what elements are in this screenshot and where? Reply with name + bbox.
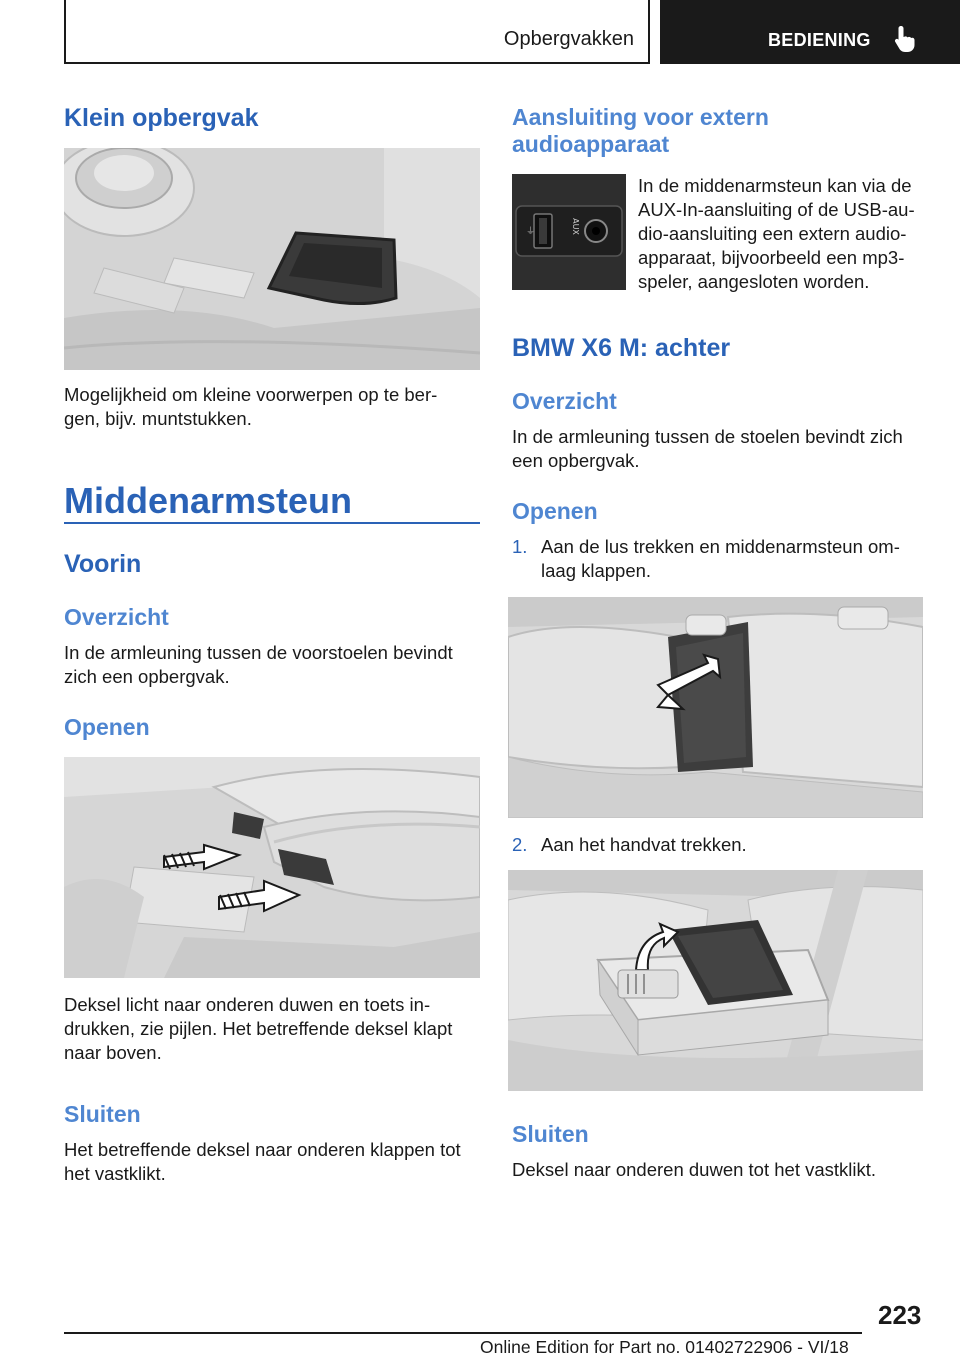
klein-text-line-2: gen, bijv. muntstukken.: [64, 408, 252, 429]
klein-text-line-1: Mogelijkheid om kleine voorwerpen op te ber‐: [64, 384, 438, 405]
heading-aux-line-2: audioapparaat: [512, 131, 670, 157]
footer-rule: [64, 1332, 862, 1334]
step-2-line-1: Aan het handvat trekken.: [541, 834, 747, 855]
step-1-line-2: laag klappen.: [541, 560, 652, 581]
sluiten-right-text: Deksel naar onderen duwen tot het vastklikt.: [512, 1159, 877, 1180]
heading-overzicht-left: Overzicht: [64, 604, 169, 630]
sluiten-left-line-1: Het betreffende deksel naar onderen klappen tot: [64, 1139, 461, 1160]
heading-openen-left: Openen: [64, 714, 150, 740]
openen-left-line-2: drukken, zie pijlen. Het betreffende deksel klapt: [64, 1018, 453, 1039]
header-chapter-title: BEDIENING: [768, 30, 871, 50]
section-rule: [64, 522, 480, 524]
sluiten-left-line-2: het vastklikt.: [64, 1163, 166, 1184]
pointing-hand-icon: [892, 24, 920, 54]
svg-text:⏚: ⏚: [526, 227, 536, 237]
section-title-middenarmsteun: Middenarmsteun: [64, 480, 353, 521]
page-number: 223: [878, 1300, 922, 1330]
openen-left-line-3: naar boven.: [64, 1042, 162, 1063]
header-section-title: Opbergvakken: [503, 28, 634, 50]
illustration-rear-armrest-fold: [508, 597, 923, 818]
heading-sluiten-right: Sluiten: [512, 1121, 589, 1147]
section-title-klein-opbergvak: Klein opbergvak: [64, 104, 259, 132]
overzicht-right-line-1: In de armleuning tussen de stoelen bevindt zich: [512, 426, 903, 447]
openen-left-line-1: Deksel licht naar onderen duwen en toets in‐: [64, 994, 431, 1015]
illustration-rear-armrest-handle: [508, 870, 923, 1091]
overzicht-left-line-2: zich een opbergvak.: [64, 666, 230, 687]
heading-sluiten-left: Sluiten: [64, 1101, 141, 1127]
illustration-small-storage: [64, 148, 480, 370]
footer-edition: Online Edition for Part no. 01402722906 - VI/18: [480, 1337, 849, 1357]
header-section-box: [64, 0, 650, 64]
heading-overzicht-right: Overzicht: [512, 388, 617, 414]
heading-aux-line-1: Aansluiting voor extern: [512, 104, 769, 130]
subsection-title-x6: BMW X6 M: achter: [512, 334, 731, 362]
header-chapter-box: [660, 0, 960, 64]
aux-text-line-2: AUX-In-aansluiting of de USB-au‐: [638, 199, 915, 220]
aux-text-line-1: In de middenarmsteun kan via de: [638, 175, 912, 196]
illustration-front-armrest: [64, 757, 480, 978]
overzicht-left-line-1: In de armleuning tussen de voorstoelen bevindt: [64, 642, 453, 663]
step-1-line-1: Aan de lus trekken en middenarmsteun om‐: [541, 536, 900, 557]
aux-port-label: AUX: [570, 218, 580, 235]
subsection-title-voorin: Voorin: [64, 550, 142, 578]
step-number-1: 1.: [512, 536, 528, 557]
step-number-2: 2.: [512, 834, 528, 855]
illustration-aux-usb-ports: [512, 174, 626, 290]
heading-openen-right: Openen: [512, 498, 598, 524]
aux-text-line-5: speler, aangesloten worden.: [638, 271, 870, 292]
aux-text-line-4: apparaat, bijvoorbeeld een mp3-: [638, 247, 905, 268]
aux-text-line-3: dio-aansluiting een extern audio‐: [638, 223, 907, 244]
overzicht-right-line-2: een opbergvak.: [512, 450, 640, 471]
